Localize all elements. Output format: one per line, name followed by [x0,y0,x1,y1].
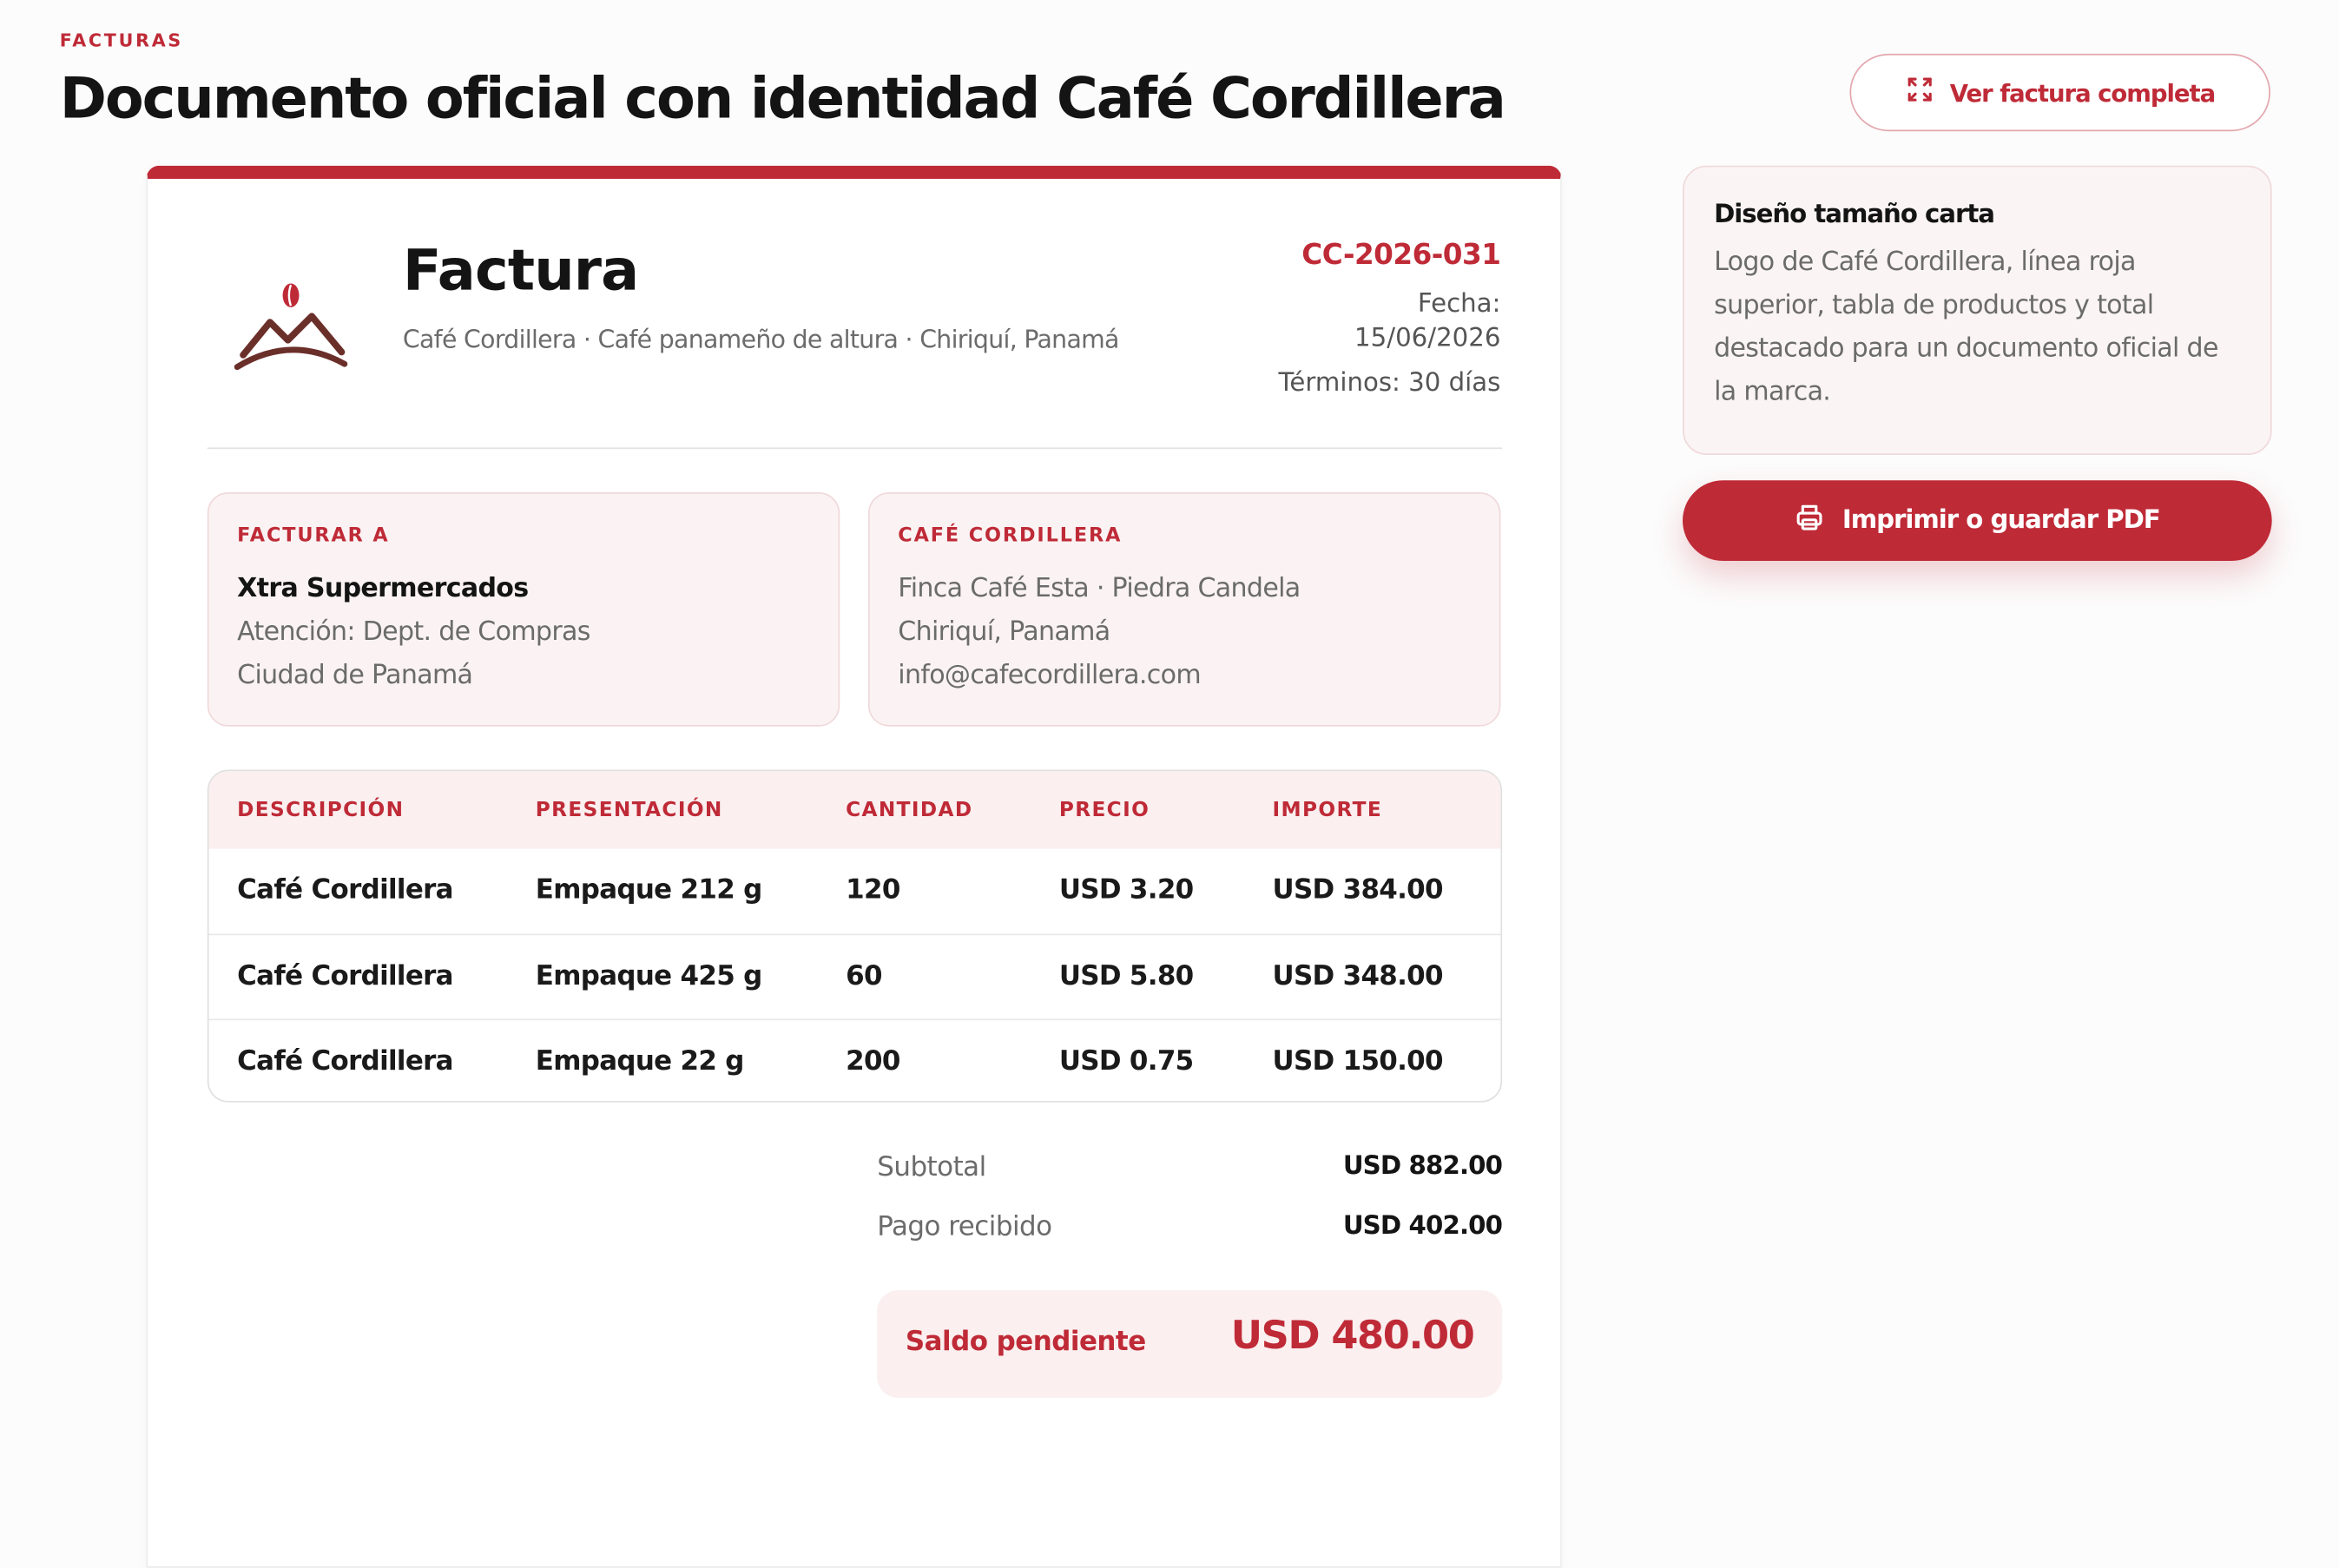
view-full-invoice-button[interactable] [1849,54,2270,131]
invoice-terms: Términos: 30 días [1278,368,1501,399]
cell-description: Café Cordillera [237,873,453,906]
mountain-coffee-logo-icon [234,278,348,373]
balance-due-label: Saldo pendiente [905,1326,1146,1358]
totals-block [877,1151,1502,1270]
payment-received-label: Pago recibido [877,1211,1052,1243]
side-card-body: Logo de Café Cordillera, línea roja superior, tabla de productos y total destacado para un documento oficial de la marca. [1714,247,2218,408]
table-row [209,849,1501,933]
invoice-date-value: 15/06/2026 [1354,323,1501,354]
cell-quantity: 60 [846,959,882,992]
cell-amount: USD 348.00 [1272,959,1443,992]
cell-description: Café Cordillera [237,1045,453,1077]
subtotal-value: USD 882.00 [1342,1151,1503,1182]
balance-due-box [877,1290,1502,1398]
cell-quantity: 120 [846,873,900,906]
bill-to-attention: Atención: Dept. de Compras [237,617,590,648]
cell-price: USD 3.20 [1058,873,1194,906]
subtotal-label: Subtotal [877,1151,986,1183]
invoice-title: Factura [402,237,639,303]
column-header-description: DESCRIPCIÓN [237,798,405,822]
header-divider [208,447,1502,449]
column-header-quantity: CANTIDAD [846,798,973,822]
cell-quantity: 200 [846,1045,900,1077]
invoice-date-label: Fecha: [1417,289,1501,320]
seller-heading: CAFÉ CORDILLERA [898,524,1123,548]
invoice-meta [1279,239,1501,401]
bill-to-card [208,492,840,727]
letter-size-design-card [1683,166,2272,455]
column-header-price: PRECIO [1058,798,1150,822]
side-card-title: Diseño tamaño carta [1714,200,1994,230]
seller-address: Finca Café Esta · Piedra Candela [898,574,1301,604]
items-table-header [209,771,1501,848]
view-full-invoice-label: Ver factura completa [1949,78,2216,107]
balance-due-value: USD 480.00 [1230,1314,1474,1360]
column-header-amount: IMPORTE [1272,798,1383,822]
items-table [208,770,1502,1103]
section-eyebrow: FACTURAS [59,30,184,51]
invoice-subtitle: Café Cordillera · Café panameño de altura · Chiriquí, Panamá [402,325,1119,354]
cell-amount: USD 384.00 [1272,873,1443,906]
cell-description: Café Cordillera [237,959,453,992]
cell-price: USD 5.80 [1058,959,1194,992]
invoice-number: CC-2026-031 [1301,238,1501,272]
invoice-sheet [146,166,1561,1568]
seller-email: info@cafecordillera.com [898,661,1201,691]
bill-to-city: Ciudad de Panamá [237,661,473,691]
table-row [209,1018,1501,1102]
cell-presentation: Empaque 212 g [535,873,762,906]
subtotal-row [877,1151,1502,1211]
seller-region: Chiriquí, Panamá [898,617,1110,648]
expand-icon [1905,75,1934,110]
printer-icon [1795,502,1824,539]
page-title: Documento oficial con identidad Café Cordillera [59,65,1505,132]
column-header-presentation: PRESENTACIÓN [535,798,723,822]
payment-received-row [877,1211,1502,1271]
cell-price: USD 0.75 [1058,1045,1194,1077]
print-pdf-button[interactable] [1683,480,2272,561]
cell-presentation: Empaque 22 g [535,1045,744,1077]
cell-amount: USD 150.00 [1272,1045,1443,1077]
seller-card [868,492,1500,727]
bill-to-name: Xtra Supermercados [237,574,529,604]
print-pdf-label: Imprimir o guardar PDF [1842,505,2160,536]
payment-received-value: USD 402.00 [1342,1211,1503,1242]
table-row [209,933,1501,1019]
bill-to-heading: FACTURAR A [237,524,390,548]
cell-presentation: Empaque 425 g [535,959,762,992]
